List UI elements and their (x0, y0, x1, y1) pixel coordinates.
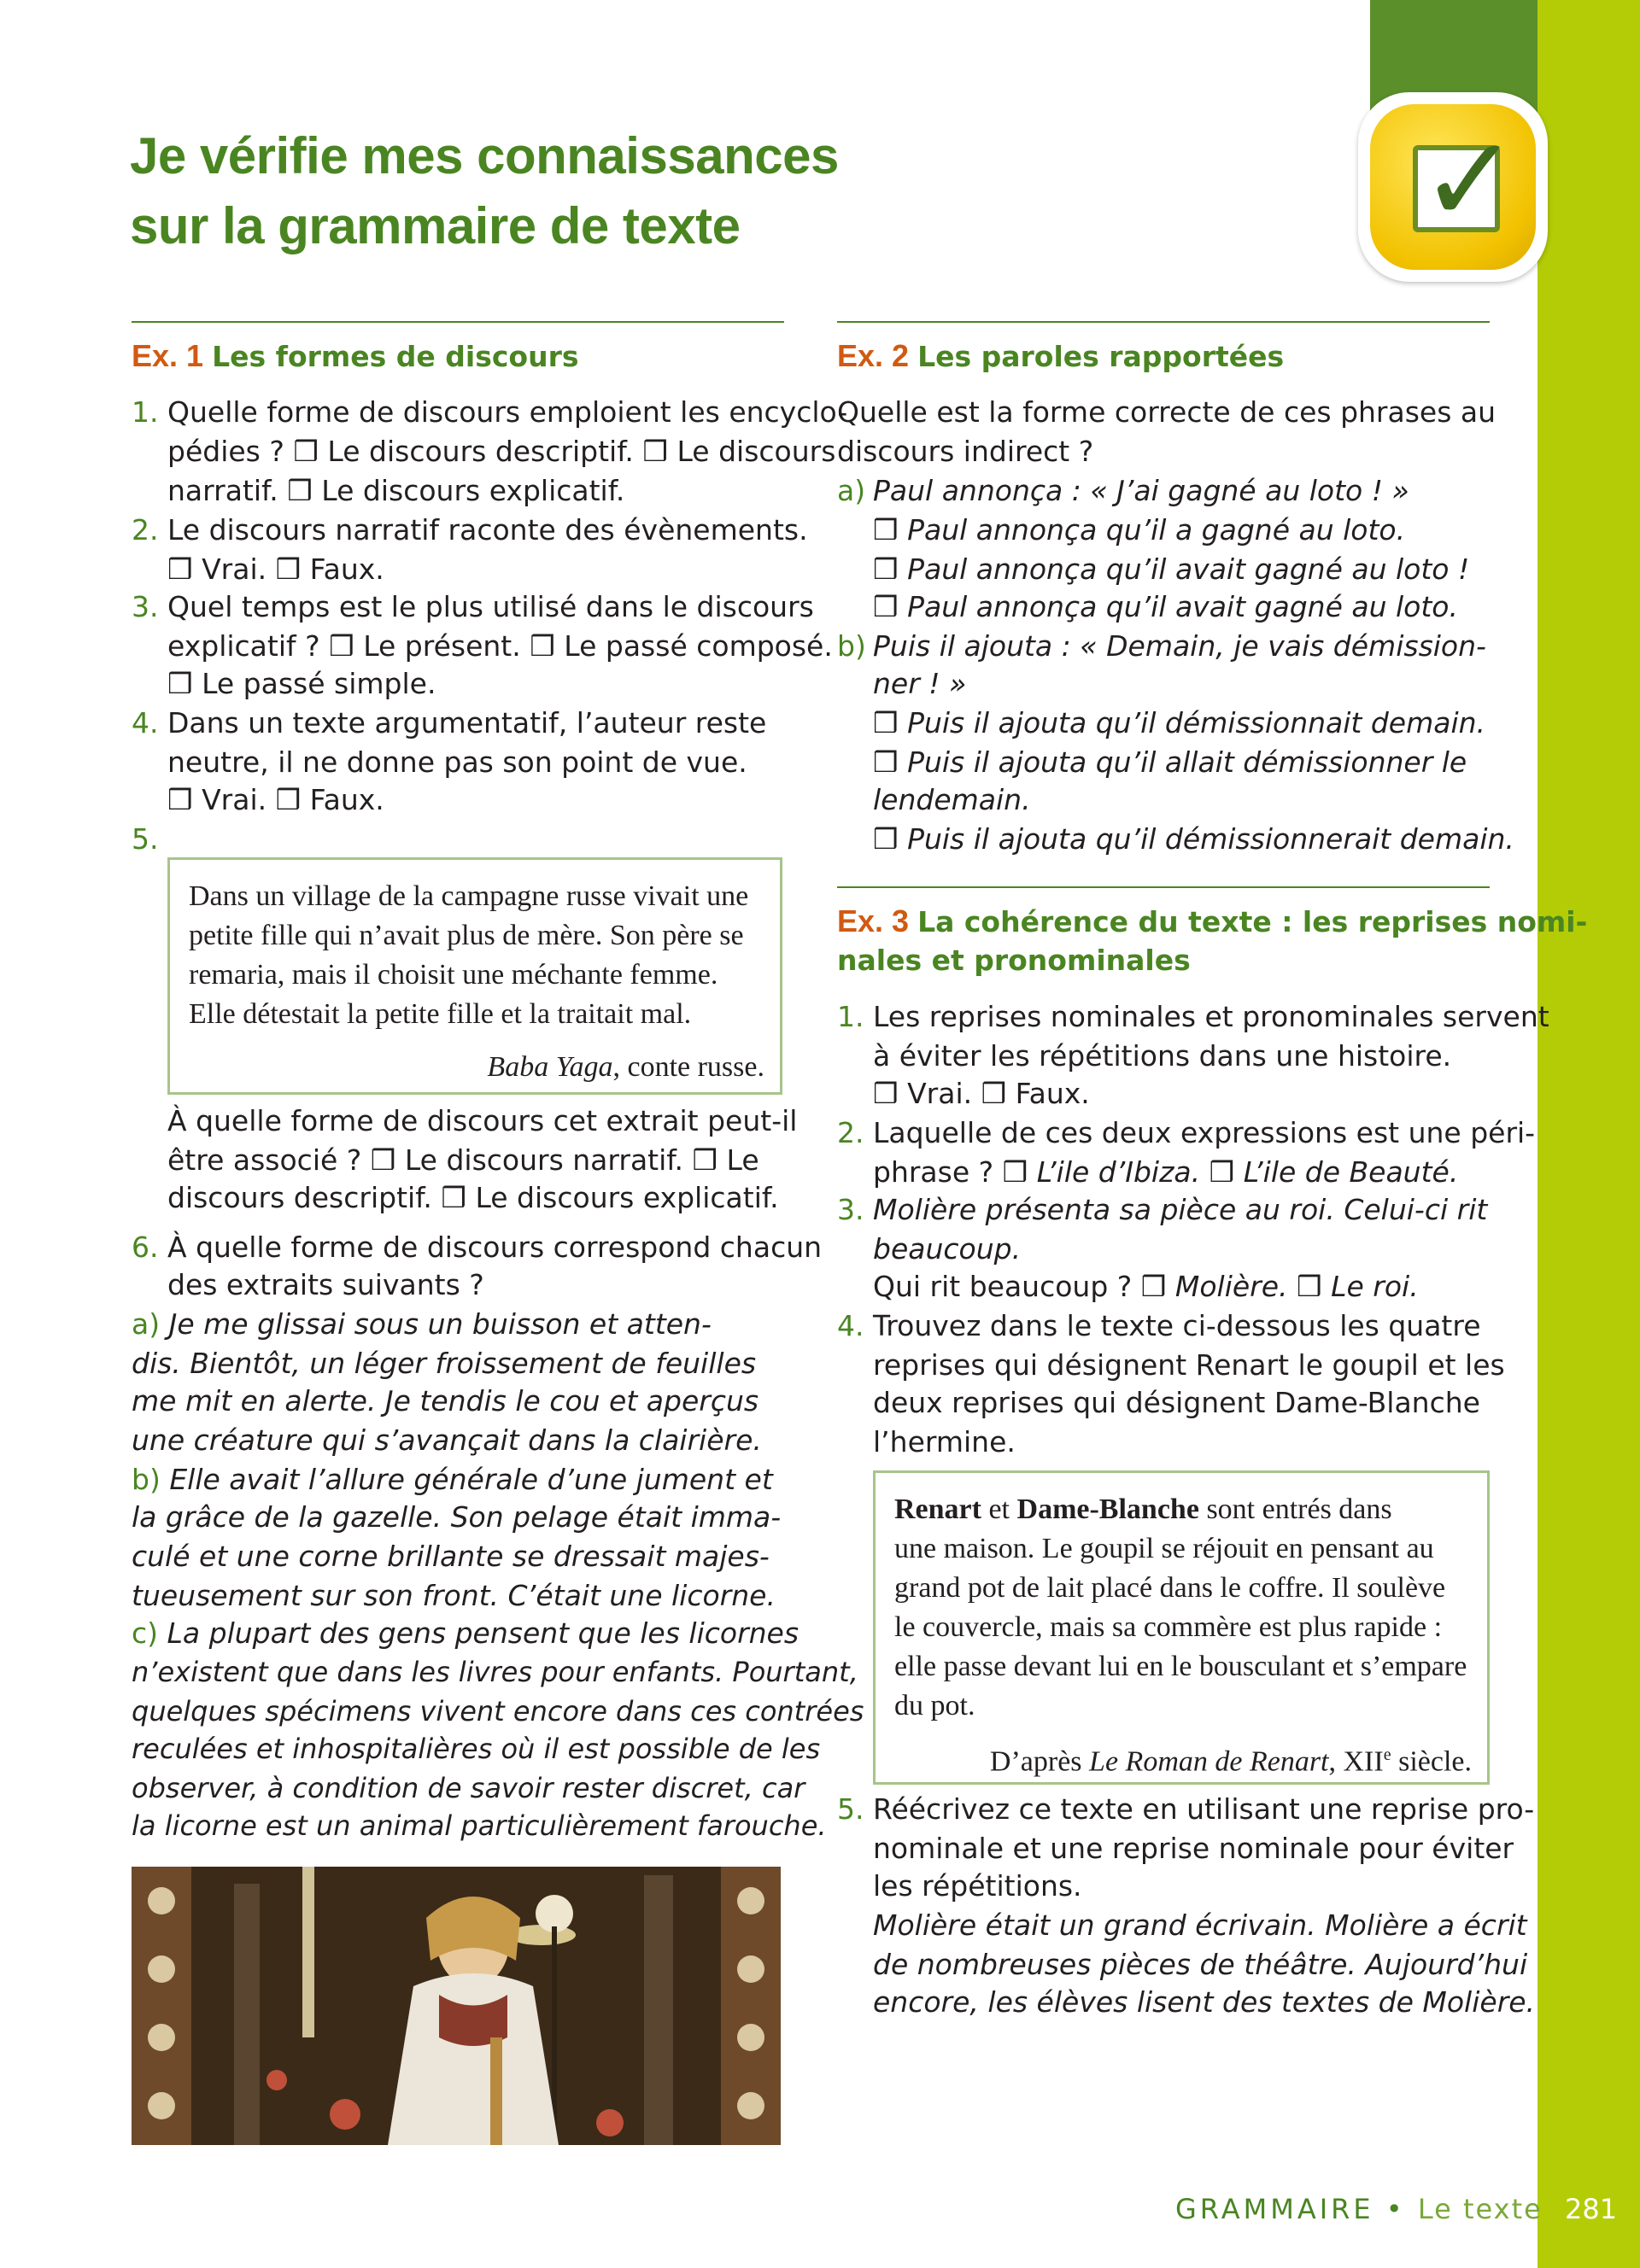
ex1-extract-line: observer, à condition de savoir rester discret, car (132, 1772, 805, 1804)
ex3-q3-option: Le roi. (1331, 1270, 1419, 1303)
ex3-quote-line (894, 1490, 1392, 1529)
ex3-q1-line: à éviter les répétitions dans une histoire. (873, 1039, 1452, 1073)
extract-c-label: c) (132, 1616, 159, 1650)
ex3-number: Ex. 3 (837, 903, 910, 938)
checkbox-check-icon: ✓ (1420, 111, 1520, 250)
ex1-extract-line: une créature qui s’avançait dans la clairière. (132, 1423, 762, 1457)
ex3-quote-box (873, 1470, 1490, 1785)
ex3-q4-number: 4. (837, 1309, 864, 1342)
ex3-quote-line: le couvercle, mais sa commère est plus rapide : (894, 1611, 1443, 1643)
page-title (130, 121, 1240, 261)
ex1-heading (132, 336, 579, 377)
ex1-q5-line: être associé ? ❒ Le discours narratif. ❒ Le (167, 1143, 759, 1177)
ex1-q1-line: Quelle forme de discours emploient les encyclo- (167, 395, 848, 429)
ex1-rule (132, 321, 784, 323)
ex1-extract-line: la licorne est un animal particulièrement farouche. (132, 1809, 827, 1842)
ex3-q5-number: 5. (837, 1792, 864, 1826)
ex2-rule (837, 321, 1490, 323)
ex2-title: Les paroles rapportées (917, 340, 1285, 373)
source-sup: e (1383, 1745, 1391, 1764)
ex1-extract-line (132, 1460, 773, 1499)
ex1-q4-line: ❒ Vrai. ❒ Faux. (167, 783, 384, 816)
ex1-quote-source (487, 1048, 764, 1086)
source-text: siècle. (1391, 1745, 1472, 1778)
quote-text: sont entrés dans (1198, 1493, 1392, 1525)
ex3-q4-line: Trouvez dans le texte ci-dessous les quatre (873, 1309, 1481, 1342)
ex1-q4-number: 4. (132, 706, 159, 739)
ex3-q1-line: Les reprises nominales et pronominales servent (873, 1000, 1549, 1033)
side-band (1538, 0, 1640, 2268)
ex1-extract-line: tueusement sur son front. C’était une licorne. (132, 1579, 776, 1612)
ex3-heading (837, 902, 1587, 942)
ex3-q2-line (873, 1153, 1458, 1191)
ex3-q3-text: Qui rit beaucoup ? ❒ (873, 1270, 1175, 1303)
ex3-rule (837, 886, 1490, 888)
ex1-extract-line: la grâce de la gazelle. Son pelage était imma- (132, 1500, 782, 1534)
ex3-q3-line: Molière présenta sa pièce au roi. Celui-ci rit (873, 1193, 1488, 1226)
illustration-art (132, 1867, 781, 2145)
ex1-quote-line: petite fille qui n’avait plus de mère. Son père se (189, 920, 744, 951)
ex3-q2-option: L’ile d’Ibiza. (1036, 1155, 1201, 1189)
ex1-q5-line: discours descriptif. ❒ Le discours explicatif. (167, 1181, 779, 1214)
ex1-quote-source-rest: , conte russe. (612, 1051, 764, 1083)
ex2-b-line: Puis il ajouta : « Demain, je vais démission- (873, 629, 1486, 663)
ex1-q1-line: pédies ? ❒ Le discours descriptif. ❒ Le discours (167, 435, 836, 468)
ex3-q3-option: Molière. (1174, 1270, 1288, 1303)
ex1-quote-box (167, 857, 782, 1095)
title-line-2: sur la grammaire de texte (130, 197, 741, 254)
ex1-q2-line: ❒ Vrai. ❒ Faux. (167, 552, 384, 586)
ex3-q1-line: ❒ Vrai. ❒ Faux. (873, 1077, 1090, 1110)
extract-text: La plupart des gens pensent que les licornes (158, 1616, 800, 1650)
ex3-q5-italic-line: Molière était un grand écrivain. Molière a écrit (873, 1909, 1527, 1942)
ex1-number: Ex. 1 (132, 338, 204, 373)
source-title: Le Roman de Renart (1089, 1745, 1329, 1778)
ex3-quote-line: une maison. Le goupil se réjouit en pensant au (894, 1533, 1434, 1564)
ex1-q5-number: 5. (132, 822, 159, 856)
ex3-q4-line: deux reprises qui désignent Dame-Blanche (873, 1386, 1480, 1419)
source-text: , XII (1328, 1745, 1384, 1778)
ex1-q5-line: À quelle forme de discours cet extrait peut-il (167, 1104, 798, 1137)
ex1-title: Les formes de discours (212, 340, 579, 373)
ex3-quote-source (990, 1736, 1472, 1780)
ex2-a-line: Paul annonça : « J’ai gagné au loto ! » (873, 474, 1409, 507)
ex1-extract-line (132, 1305, 712, 1343)
ex1-extract-line: quelques spécimens vivent encore dans ces contrées (132, 1695, 864, 1727)
quote-text: et (981, 1493, 1017, 1525)
ex1-q3-line: Quel temps est le plus utilisé dans le discours (167, 590, 814, 623)
ex1-q2-line: Le discours narratif raconte des évènements. (167, 513, 808, 547)
ex2-a-option: ❒ Paul annonça qu’il avait gagné au loto. (873, 590, 1458, 623)
character-dame-blanche: Dame-Blanche (1016, 1493, 1199, 1525)
ex1-q6-line: des extraits suivants ? (167, 1268, 484, 1301)
ex1-quote-source-title: Baba Yaga (487, 1051, 613, 1083)
ex3-q2-line: Laquelle de ces deux expressions est une péri- (873, 1116, 1536, 1149)
ex3-q5-line: nominale et une reprise nominale pour éviter (873, 1832, 1514, 1865)
ex3-q3-number: 3. (837, 1193, 864, 1226)
extract-text: Elle avait l’allure générale d’une jument et (160, 1463, 773, 1496)
ex3-q2-number: 2. (837, 1116, 864, 1149)
ex1-q1-number: 1. (132, 395, 159, 429)
extract-b-label: b) (132, 1463, 161, 1496)
ex1-q4-line: neutre, il ne donne pas son point de vue. (167, 745, 747, 779)
ex3-quote-line: elle passe devant lui en le bousculant et s’empare (894, 1651, 1467, 1682)
extract-a-label: a) (132, 1307, 161, 1341)
ex2-b-option: lendemain. (873, 783, 1031, 816)
source-text: D’après (989, 1745, 1090, 1778)
character-renart: Renart (894, 1493, 981, 1525)
ex3-title: La cohérence du texte : les reprises nomi- (917, 905, 1588, 938)
badge-inner (1370, 104, 1536, 270)
ex1-q1-line: narratif. ❒ Le discours explicatif. (167, 474, 625, 507)
ex1-extract-line: me mit en alerte. Je tendis le cou et aperçus (132, 1384, 759, 1418)
ex1-quote-line: Elle détestait la petite fille et la traitait mal. (189, 998, 692, 1030)
ex1-extract-line: n’existent que dans les livres pour enfants. Pourtant, (132, 1656, 858, 1688)
footer-topic: Le texte (1417, 2193, 1543, 2225)
ex3-q3-question (873, 1267, 1419, 1306)
ex2-b-option: ❒ Puis il ajouta qu’il démissionnait demain. (873, 706, 1486, 739)
ex3-q5-line: Réécrivez ce texte en utilisant une reprise pro- (873, 1792, 1535, 1826)
ex3-q5-italic-line: encore, les élèves lisent des textes de Molière. (873, 1985, 1536, 2019)
ex2-heading (837, 336, 1284, 377)
page-number: 281 (1565, 2193, 1618, 2225)
ex3-q1-number: 1. (837, 1000, 864, 1033)
ex1-q4-line: Dans un texte argumentatif, l’auteur reste (167, 706, 767, 739)
ex2-a-label: a) (837, 474, 866, 507)
ex1-extract-line: reculées et inhospitalières où il est possible de les (132, 1733, 821, 1765)
footer-section (1175, 2190, 1543, 2228)
ex3-q3-line: beaucoup. (873, 1232, 1022, 1266)
ex2-b-label: b) (837, 629, 866, 663)
ex1-extract-line (132, 1614, 799, 1652)
footer-section-label: GRAMMAIRE (1175, 2193, 1374, 2225)
ex2-intro-line: Quelle est la forme correcte de ces phrases au (837, 395, 1496, 429)
ex3-q4-line: l’hermine. (873, 1425, 1016, 1458)
extract-text: Je me glissai sous un buisson et atten- (160, 1307, 712, 1341)
ex1-q6-number: 6. (132, 1230, 159, 1264)
ex3-q5-line: les répétitions. (873, 1869, 1082, 1903)
ex3-q2-text: ❒ (1200, 1155, 1244, 1189)
ex3-q2-text: phrase ? ❒ (873, 1155, 1037, 1189)
ex2-intro-line: discours indirect ? (837, 435, 1094, 468)
title-line-1: Je vérifie mes connaissances (130, 127, 839, 184)
ex3-q4-line: reprises qui désignent Renart le goupil et les (873, 1348, 1505, 1382)
ex1-q3-line: ❒ Le passé simple. (167, 667, 436, 700)
ex1-extract-line: dis. Bientôt, un léger froissement de feuilles (132, 1347, 757, 1380)
ex2-a-option: ❒ Paul annonça qu’il avait gagné au loto ! (873, 552, 1470, 586)
ex1-quote-line: remaria, mais il choisit une méchante femme. (189, 959, 718, 991)
ex2-b-option: ❒ Puis il ajouta qu’il allait démissionner le (873, 745, 1467, 779)
ex1-extract-line: culé et une corne brillante se dressait majes- (132, 1540, 770, 1573)
ex3-q5-italic-line: de nombreuses pièces de théâtre. Aujourd’hui (873, 1948, 1528, 1981)
ex3-q3-text: ❒ (1287, 1270, 1332, 1303)
ex1-q3-line: explicatif ? ❒ Le présent. ❒ Le passé composé. (167, 629, 833, 663)
ex3-quote-line: du pot. (894, 1690, 975, 1721)
ex3-q2-option: L’ile de Beauté. (1243, 1155, 1459, 1189)
ex1-q6-line: À quelle forme de discours correspond chacun (167, 1230, 823, 1264)
ex2-number: Ex. 2 (837, 338, 910, 373)
checkmark-badge (1358, 92, 1548, 282)
ex1-quote-line: Dans un village de la campagne russe vivait une (189, 880, 749, 912)
ex2-b-line: ner ! » (873, 667, 967, 700)
ex1-q2-number: 2. (132, 513, 159, 547)
ex3-title-line-2: nales et pronominales (837, 944, 1191, 977)
ex2-a-option: ❒ Paul annonça qu’il a gagné au loto. (873, 513, 1406, 547)
footer-bullet: • (1385, 2193, 1406, 2225)
ex1-q3-number: 3. (132, 590, 159, 623)
ex3-quote-line: grand pot de lait placé dans le coffre. Il soulève (894, 1572, 1446, 1604)
ex2-b-option: ❒ Puis il ajouta qu’il démissionnerait demain. (873, 822, 1514, 856)
baba-yaga-illustration (132, 1867, 781, 2145)
